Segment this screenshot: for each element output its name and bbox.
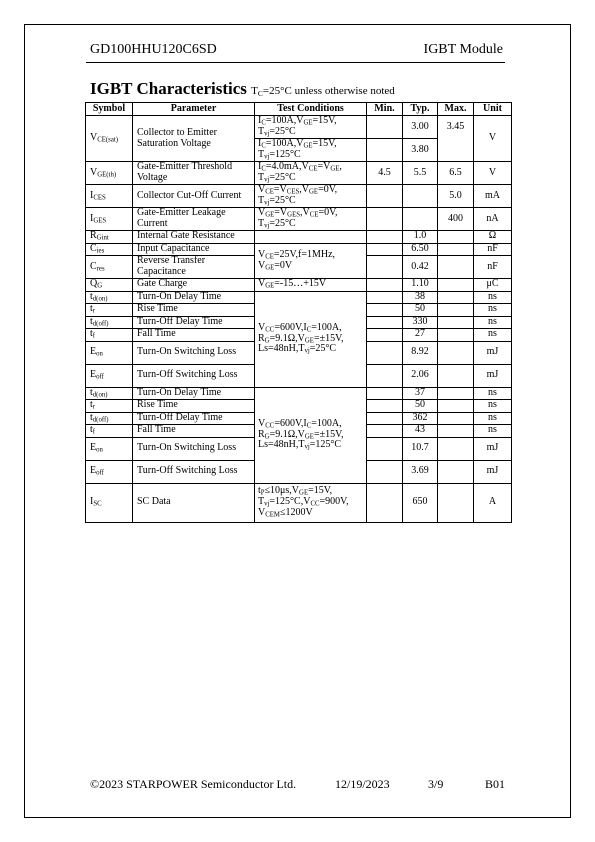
max-cell: [438, 304, 474, 317]
unit-cell: A: [474, 483, 512, 522]
min-cell: [367, 460, 403, 483]
symbol-cell: $C_{ies}$: [86, 243, 133, 256]
typ-cell: 0.42: [403, 256, 438, 279]
parameter-cell: Rise Time: [133, 400, 255, 413]
min-cell: [367, 483, 403, 522]
parameter-cell: Input Capacitance: [133, 243, 255, 256]
parameter-cell: Fall Time: [133, 329, 255, 342]
table-row: [86, 387, 512, 400]
max-cell: [438, 412, 474, 425]
symbol-cell: $t_{d(on)}$: [86, 387, 133, 400]
typ-cell: 8.92: [403, 341, 438, 364]
symbol-cell: $t_r$: [86, 304, 133, 317]
parameter-cell: Rise Time: [133, 304, 255, 317]
max-cell: [438, 256, 474, 279]
parameter-cell: Turn-Off Switching Loss: [133, 460, 255, 483]
typ-cell: 3.00: [403, 116, 438, 139]
min-cell: [367, 256, 403, 279]
max-cell: [438, 425, 474, 438]
typ-cell: 38: [403, 291, 438, 304]
unit-cell: nF: [474, 243, 512, 256]
condition-cell: $I_C=100A,V_{GE}=15V$, $T_{vj}=125^\circ C$: [255, 139, 367, 162]
parameter-cell: Turn-Off Delay Time: [133, 412, 255, 425]
typ-cell: 2.06: [403, 364, 438, 387]
max-cell: 6.5: [438, 162, 474, 185]
min-cell: [367, 185, 403, 208]
unit-cell: nF: [474, 256, 512, 279]
igbt-characteristics-table: [85, 102, 512, 523]
table-row: [86, 208, 512, 231]
typ-cell: [403, 185, 438, 208]
typ-cell: 3.80: [403, 139, 438, 162]
min-cell: [367, 291, 403, 304]
symbol-cell: $t_{d(off)}$: [86, 316, 133, 329]
max-cell: [438, 243, 474, 256]
symbol-cell: $Q_G$: [86, 279, 133, 292]
table-row: [86, 291, 512, 304]
typ-cell: 10.7: [403, 437, 438, 460]
symbol-cell: $E_{off}$: [86, 364, 133, 387]
parameter-cell: SC Data: [133, 483, 255, 522]
typ-cell: 362: [403, 412, 438, 425]
min-cell: [367, 412, 403, 425]
unit-cell: ns: [474, 387, 512, 400]
condition-cell: $V_{GE}=V_{GES},V_{CE}=0V$, $T_{vj}=25^\circ C$: [255, 208, 367, 231]
symbol-cell: $C_{res}$: [86, 256, 133, 279]
symbol-cell: $I_{CES}$: [86, 185, 133, 208]
condition-cell: $V_{CC}=600V,I_C=100A$, $R_G=9.1\Omega,V_{GE}=\pm 15V$, $Ls=48nH,T_{vj}=25^\circ C$: [255, 291, 367, 387]
unit-cell: mJ: [474, 341, 512, 364]
unit-cell: mJ: [474, 460, 512, 483]
col-parameter: Parameter: [133, 103, 255, 116]
typ-cell: 50: [403, 304, 438, 317]
table-row: [86, 483, 512, 522]
symbol-cell: $t_f$: [86, 425, 133, 438]
min-cell: [367, 316, 403, 329]
unit-cell: Ω: [474, 231, 512, 244]
min-cell: [367, 231, 403, 244]
condition-cell: $V_{GE}=-15\dots+15V$: [255, 279, 367, 292]
max-cell: [438, 341, 474, 364]
condition-cell: $V_{CE}=V_{CES},V_{GE}=0V$, $T_{vj}=25^\circ C$: [255, 185, 367, 208]
unit-cell: nA: [474, 208, 512, 231]
parameter-cell: Reverse Transfer Capacitance: [133, 256, 255, 279]
col-unit: Unit: [474, 103, 512, 116]
typ-cell: 330: [403, 316, 438, 329]
col-min: Min.: [367, 103, 403, 116]
max-cell: [438, 387, 474, 400]
unit-cell: ns: [474, 316, 512, 329]
col-typ: Typ.: [403, 103, 438, 116]
typ-cell: 1.0: [403, 231, 438, 244]
symbol-cell: $t_{d(on)}$: [86, 291, 133, 304]
unit-cell: mJ: [474, 364, 512, 387]
condition-cell: $I_C=100A,V_{GE}=15V$, $T_{vj}=25^\circ C$: [255, 116, 367, 139]
typ-cell: 50: [403, 400, 438, 413]
unit-cell: ns: [474, 291, 512, 304]
condition-cell: $V_{CE}=25V,f=1MHz$, $V_{GE}=0V$: [255, 243, 367, 279]
col-symbol: Symbol: [86, 103, 133, 116]
min-cell: [367, 341, 403, 364]
max-cell: [438, 291, 474, 304]
table-row: [86, 279, 512, 292]
typ-cell: 43: [403, 425, 438, 438]
parameter-cell: Turn-Off Delay Time: [133, 316, 255, 329]
parameter-cell: Gate Charge: [133, 279, 255, 292]
typ-cell: 1.10: [403, 279, 438, 292]
col-conditions: Test Conditions: [255, 103, 367, 116]
max-cell: [438, 400, 474, 413]
condition-cell: $t_P\le 10\mu s,V_{GE}=15V$, $T_{vj}=125^\circ C,V_{CC}=900V$, $V_{CEM}\le 1200V$: [255, 483, 367, 522]
symbol-cell: $E_{on}$: [86, 341, 133, 364]
min-cell: [367, 425, 403, 438]
table-row: [86, 116, 512, 139]
symbol-cell: $I_{GES}$: [86, 208, 133, 231]
min-cell: [367, 116, 403, 139]
parameter-cell: Internal Gate Resistance: [133, 231, 255, 244]
unit-cell: V: [474, 162, 512, 185]
condition-cell: $V_{CC}=600V,I_C=100A$, $R_G=9.1\Omega,V_{GE}=\pm 15V$, $Ls=48nH,T_{vj}=125^\circ C$: [255, 387, 367, 483]
symbol-cell: $E_{off}$: [86, 460, 133, 483]
symbol-cell: $R_{Gint}$: [86, 231, 133, 244]
symbol-cell: $V_{GE(th)}$: [86, 162, 133, 185]
unit-cell: mJ: [474, 437, 512, 460]
typ-cell: 27: [403, 329, 438, 342]
parameter-cell: Gate-Emitter Leakage Current: [133, 208, 255, 231]
max-cell: [438, 316, 474, 329]
condition-cell: [255, 231, 367, 244]
module-type: IGBT Module: [423, 42, 503, 57]
unit-cell: ns: [474, 304, 512, 317]
min-cell: [367, 329, 403, 342]
symbol-cell: $t_f$: [86, 329, 133, 342]
parameter-cell: Gate-Emitter Threshold Voltage: [133, 162, 255, 185]
max-cell: [438, 460, 474, 483]
unit-cell: ns: [474, 400, 512, 413]
unit-cell: μC: [474, 279, 512, 292]
min-cell: [367, 437, 403, 460]
min-cell: [367, 387, 403, 400]
max-cell: [438, 329, 474, 342]
parameter-cell: Fall Time: [133, 425, 255, 438]
footer-revision: B01: [485, 777, 506, 791]
parameter-cell: Turn-Off Switching Loss: [133, 364, 255, 387]
max-cell: [438, 279, 474, 292]
parameter-cell: Collector to Emitter Saturation Voltage: [133, 116, 255, 162]
max-cell: 3.45: [438, 116, 474, 162]
table-row: [86, 243, 512, 256]
header-divider: [86, 62, 505, 63]
typ-cell: 37: [403, 387, 438, 400]
table-body: [86, 116, 512, 523]
typ-cell: 5.5: [403, 162, 438, 185]
part-number: GD100HHU120C6SD: [90, 42, 217, 57]
min-cell: [367, 279, 403, 292]
condition-cell: $I_C=4.0mA,V_{CE}=V_{GE}$, $T_{vj}=25^\circ C$: [255, 162, 367, 185]
table-row: [86, 162, 512, 185]
min-cell: [367, 208, 403, 231]
table-row: [86, 231, 512, 244]
min-cell: [367, 139, 403, 162]
min-cell: [367, 364, 403, 387]
symbol-cell: $V_{CE(sat)}$: [86, 116, 133, 162]
min-cell: 4.5: [367, 162, 403, 185]
footer-page: 3/9: [428, 777, 444, 791]
parameter-cell: Turn-On Delay Time: [133, 291, 255, 304]
typ-cell: [403, 208, 438, 231]
parameter-cell: Turn-On Delay Time: [133, 387, 255, 400]
max-cell: 400: [438, 208, 474, 231]
unit-cell: V: [474, 116, 512, 162]
symbol-cell: $I_{SC}$: [86, 483, 133, 522]
col-max: Max.: [438, 103, 474, 116]
symbol-cell: $t_{d(off)}$: [86, 412, 133, 425]
table-header-row: [86, 103, 512, 116]
symbol-cell: $t_r$: [86, 400, 133, 413]
section-title-text: IGBT Characteristics: [90, 79, 247, 98]
min-cell: [367, 243, 403, 256]
parameter-cell: Turn-On Switching Loss: [133, 437, 255, 460]
parameter-cell: Collector Cut-Off Current: [133, 185, 255, 208]
typ-cell: 6.50: [403, 243, 438, 256]
max-cell: [438, 437, 474, 460]
max-cell: [438, 483, 474, 522]
typ-cell: 650: [403, 483, 438, 522]
min-cell: [367, 400, 403, 413]
parameter-cell: Turn-On Switching Loss: [133, 341, 255, 364]
symbol-cell: $E_{on}$: [86, 437, 133, 460]
typ-cell: 3.69: [403, 460, 438, 483]
unit-cell: mA: [474, 185, 512, 208]
max-cell: [438, 364, 474, 387]
footer-copyright: ©2023 STARPOWER Semiconductor Ltd.: [90, 777, 297, 791]
unit-cell: ns: [474, 329, 512, 342]
section-condition: $T_C=25^\circ C$ unless otherwise noted: [251, 85, 395, 98]
section-title: [90, 79, 395, 99]
max-cell: 5.0: [438, 185, 474, 208]
max-cell: [438, 231, 474, 244]
unit-cell: ns: [474, 425, 512, 438]
table-row: [86, 185, 512, 208]
footer-date: 12/19/2023: [335, 777, 390, 791]
min-cell: [367, 304, 403, 317]
unit-cell: ns: [474, 412, 512, 425]
